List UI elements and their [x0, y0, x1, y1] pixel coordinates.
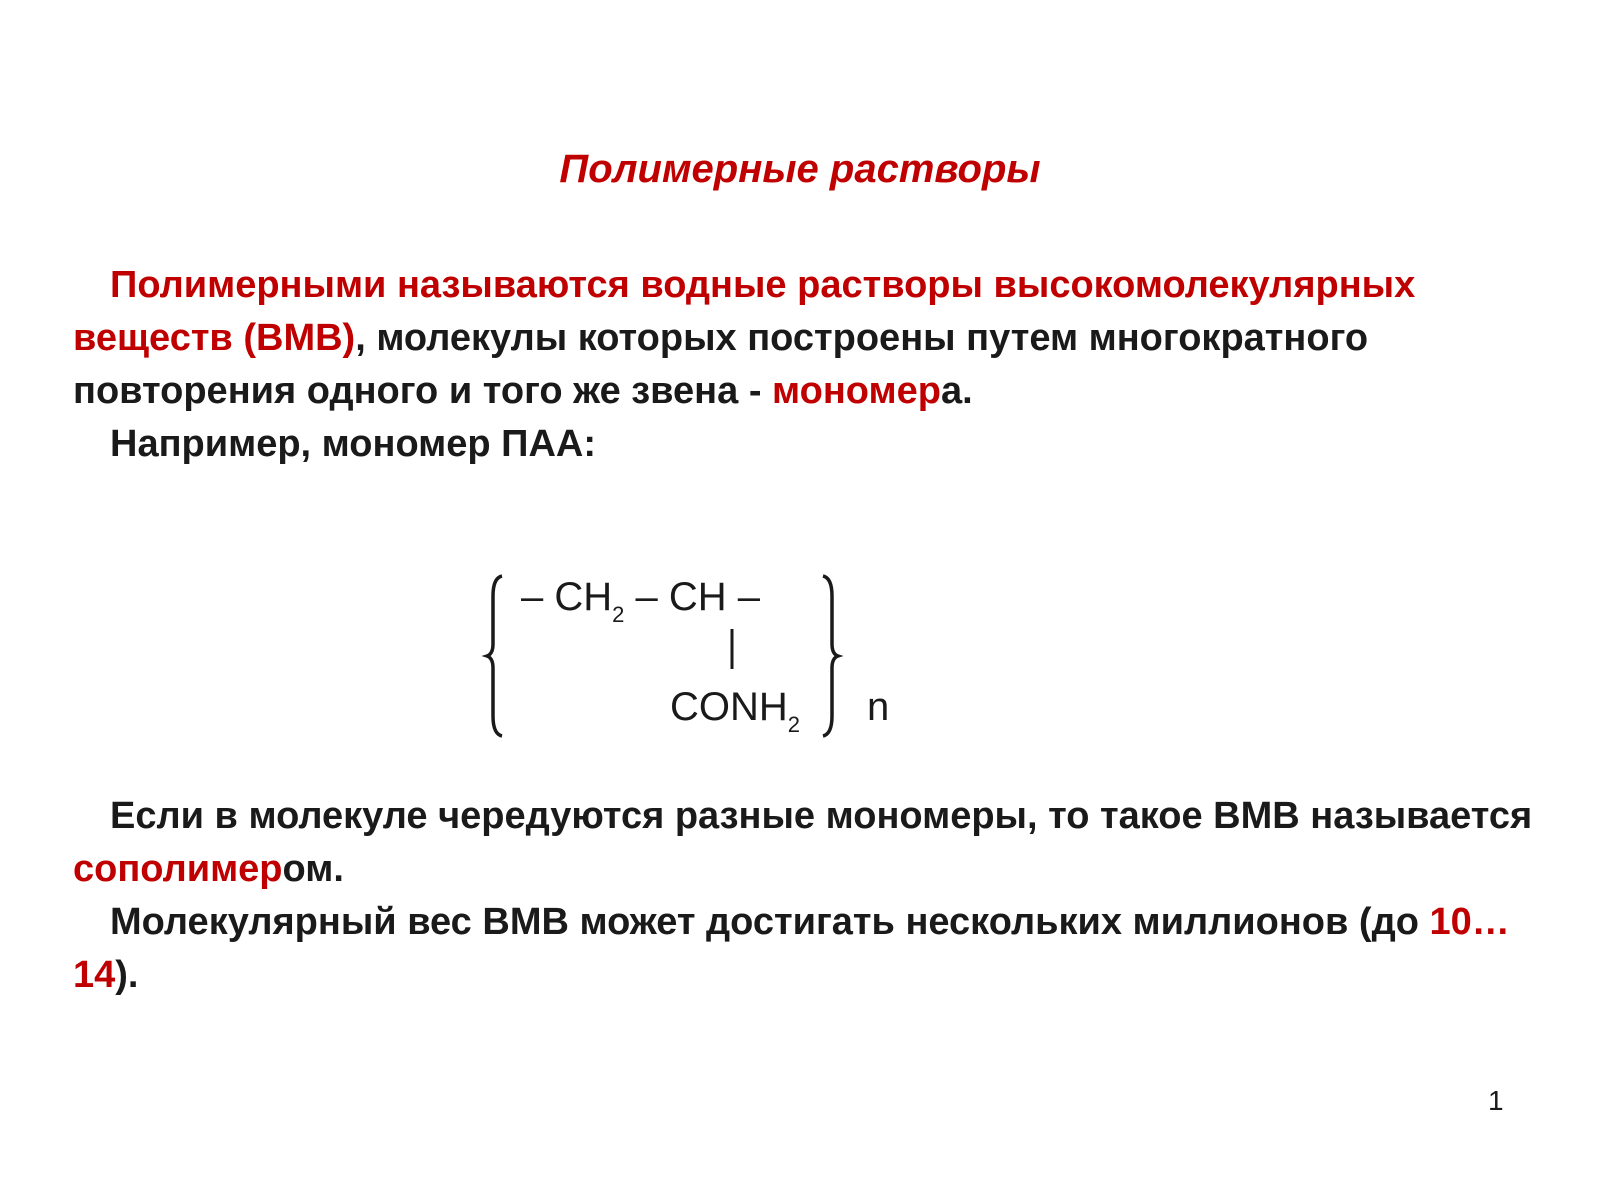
side-group-line — [670, 684, 800, 736]
copolymer-text: Если в молекуле чередуются разные мономеры, то такое ВМВ называется — [110, 795, 1533, 837]
copolymer-block — [73, 790, 1553, 1002]
slide-title: Полимерные растворы — [559, 147, 1041, 191]
side-group-subscript: 2 — [787, 712, 801, 737]
definition-text: , молекулы которых построены путем многократного повторения одного и того же звена - — [73, 317, 1369, 412]
definition-paragraph — [73, 259, 1553, 418]
copolymer-paragraph — [73, 790, 1553, 896]
molecular-weight-ending: ). — [115, 954, 139, 996]
molecular-weight-paragraph — [73, 896, 1553, 1002]
right-brace — [823, 576, 838, 736]
left-brace — [487, 576, 502, 736]
definition-block — [73, 259, 1553, 471]
side-group-text: CONH — [670, 685, 788, 729]
molecular-weight-range: 10… 14 — [73, 901, 1510, 996]
repeat-count: n — [867, 685, 890, 729]
page-number: 1 — [1488, 1085, 1504, 1116]
backbone-part-b: – CH – — [624, 575, 760, 619]
monomer-term: мономер — [772, 370, 941, 412]
copolymer-term: сополимер — [73, 848, 283, 890]
copolymer-ending: ом. — [282, 848, 344, 890]
example-paragraph: Например, мономер ПАА: — [110, 423, 597, 465]
backbone-part-a: – CH — [521, 575, 613, 619]
polymer-definition-highlight: Полимерными называются водные растворы высокомолекулярных веществ (ВМВ) — [73, 264, 1416, 359]
paa-monomer-formula — [490, 574, 910, 754]
molecular-weight-text: Молекулярный вес ВМВ может достигать нескольких миллионов (до — [110, 901, 1430, 943]
backbone-subscript: 2 — [612, 602, 625, 627]
backbone-line — [521, 574, 760, 626]
definition-ending: а. — [940, 370, 973, 412]
